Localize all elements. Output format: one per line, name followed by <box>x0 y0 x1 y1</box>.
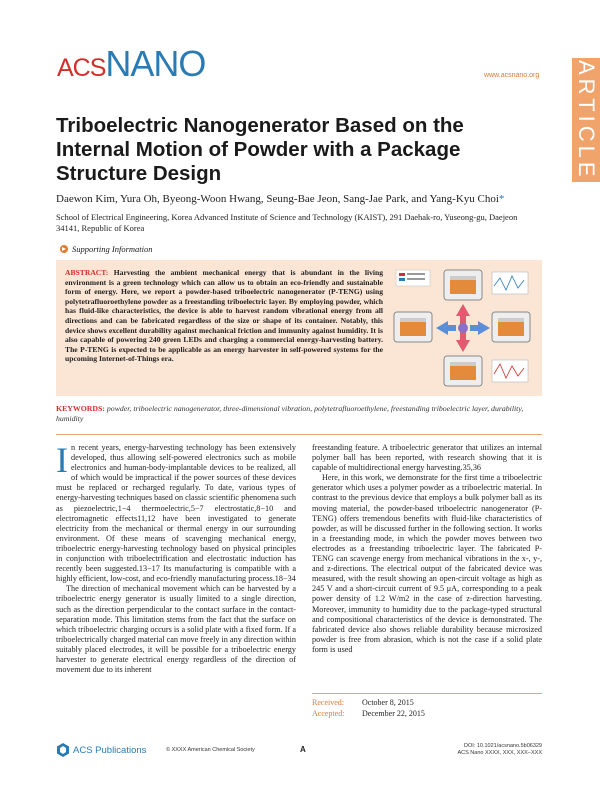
paragraph-here: Here, in this work, we demonstrate for the first time a triboelectric generator which uses a polymer powder as a triboelectric material. In contrast to the previous device that employs a bulk polymer ball as its moving material, the powder-based triboelectric nanogenerator (P-TENG) offers tremendous benefits with fluid-like characteristics of powder, as will be discussed further in the following section. It works in a freestanding mode, in which the powder moves between two electrodes as a freestanding triboelectric layer. The fabricated P-TENG can scavenge energy from mechanical vibrations in the x-, y-, and z-directions. The electrical output of the fabricated device was measured, with the result showing an open-circuit voltage as high as 245 V and a short-circuit current of 9.5 μA, corresponding to a peak power density of 1.2 W/m2 in the case of z-direction harvesting. Moreover, immunity to humidity due to the package-typed structural and compositional characteristics of the device is demonstrated. The fabricated device also shows reliable durability because microsized powder is free from abrasion, which is not the case if a solid plate form is used <box>312 473 542 654</box>
play-icon <box>60 245 68 253</box>
affiliation: School of Electrical Engineering, Korea Advanced Institute of Science and Technology (KAIST), 291 Daehak-ro, Yuseong-gu, Daejeon 34141, Republic of Korea <box>56 212 518 233</box>
abstract <box>65 268 383 364</box>
body-column-right <box>312 443 542 655</box>
copyright: © XXXX American Chemical Society <box>166 747 255 753</box>
section-label: ARTICLE <box>574 59 599 181</box>
abstract-text: Harvesting the ambient mechanical energy that is abundant in the living environment is a green technology which can allow us to obtain an eco-friendly and sustainable form of energy. Here, we report a powder-based triboelectric nanogenerator (P-TENG) using polytetrafluoroethylene powder as a freestanding triboelectric layer. By employing powder, which has fluid-like characteristics, the device is able to harvest random vibrational energy from all directions and can be fabricated regardless of the size or shape of its container. Notably, this device shows excellent durability against mechanical friction and immunity against humidity. It is also capable of powering 240 green LEDs and charging a commercial energy-harvesting battery. The P-TENG is expected to be applicable as an energy harvester in self-powered systems for the upcoming Internet-of-Things era. <box>65 268 383 364</box>
received-date: October 8, 2015 <box>362 698 414 707</box>
supporting-info-link[interactable] <box>60 244 153 254</box>
section-divider <box>56 434 542 435</box>
keywords <box>56 404 542 424</box>
received-row <box>312 697 425 708</box>
article-dates <box>312 697 425 719</box>
acs-hexagon-icon <box>56 743 70 757</box>
publisher-name: ACS Publications <box>73 744 147 756</box>
keywords-text: powder, triboelectric nanogenerator, three-dimensional vibration, polytetrafluoroethylene, freestanding triboelectric layer, durability, humidity <box>56 404 524 423</box>
author-names: Daewon Kim, Yura Oh, Byeong-Woon Hwang, Seung-Bae Jeon, Sang-Jae Park, and Yang-Kyu Choi <box>56 193 499 205</box>
toc-chart-2 <box>492 360 528 382</box>
toc-device-left <box>394 312 432 342</box>
journal-url[interactable]: www.acsnano.org <box>484 72 540 79</box>
author-list <box>56 193 556 205</box>
paragraph-intro-text: n recent years, energy-harvesting technology has been extensively developed, thus allowing self-powered electronics such as mobile electronics and human-body-implantable devices to be realized, all of which would be impractical if the power sources of these devices must be replaced or recharged regularly. To date, various types of energy-harvesting techniques based on classic scientific phenomena such as piezoelectric,1−4 thermoelectric,5−7 electrostatic,8−10 and electromagnetic effects11,12 have been investigated to generate electricity from the mechanical or thermal energy in our surrounding environment. Of these means of scavenging mechanical energy, triboelectric energy-harvesting technology based on physical principles in conjunction with triboelectrification and electrostatic induction has recently been suggested.13−17 Its manufacturing is compatible with a highly efficient, low-cost, and eco-friendly manufacturing process.18−34 <box>56 443 296 584</box>
paragraph-intro <box>56 440 296 584</box>
abstract-label: ABSTRACT: <box>65 268 109 277</box>
toc-device-right <box>492 312 530 342</box>
received-label: Received: <box>312 698 344 707</box>
toc-chart <box>492 272 528 294</box>
drop-cap: I <box>56 440 68 480</box>
corresponding-author-mark[interactable]: * <box>498 193 505 205</box>
page-footer <box>56 743 542 763</box>
toc-arrows-icon <box>436 304 490 352</box>
dates-divider <box>312 693 542 694</box>
accepted-row <box>312 708 425 719</box>
page-number: A <box>300 745 306 754</box>
accepted-date: December 22, 2015 <box>362 709 425 718</box>
paragraph-continued: freestanding feature. A triboelectric generator that utilizes an internal polymer ball has been reported, with research showing that it is capable of multidirectional energy harvesting.35,36 <box>312 443 542 473</box>
logo-nano: NANO <box>105 43 206 84</box>
article-title: Triboelectric Nanogenerator Based on the Internal Motion of Powder with a Package Structure Design <box>56 114 464 185</box>
section-tab <box>572 58 600 182</box>
logo-acs: ACS <box>57 54 106 82</box>
doi[interactable]: DOI: 10.1021/acsnano.5b06329 <box>464 743 542 749</box>
supporting-info-label: Supporting Information <box>72 244 153 254</box>
toc-device-bottom <box>444 356 482 386</box>
doi-block <box>457 743 542 757</box>
journal-logo <box>57 43 206 84</box>
paragraph-direction: The direction of mechanical movement which can be harvested by a triboelectric energy generator is usually limited to a single direction, such as the direction perpendicular to the contact surface in the contact-separation mode. This limitation stems from the fact that the surface on which triboelectric charging occurs is a solid plate with a fixed form. If a triboelectrically charged material can move freely in any direction within suitably placed electrodes, it will be possible for a triboelectric energy harvester to generate electrical energy regardless of the direction of movement due to its inherent <box>56 584 296 675</box>
keywords-label: KEYWORDS: <box>56 404 105 413</box>
accepted-label: Accepted: <box>312 709 345 718</box>
acs-publications-logo[interactable] <box>56 743 146 757</box>
toc-device-top <box>444 270 482 300</box>
citation: ACS Nano XXXX, XXX, XXX−XXX <box>457 750 542 756</box>
body-column-left <box>56 440 296 675</box>
toc-graphic <box>388 264 536 392</box>
